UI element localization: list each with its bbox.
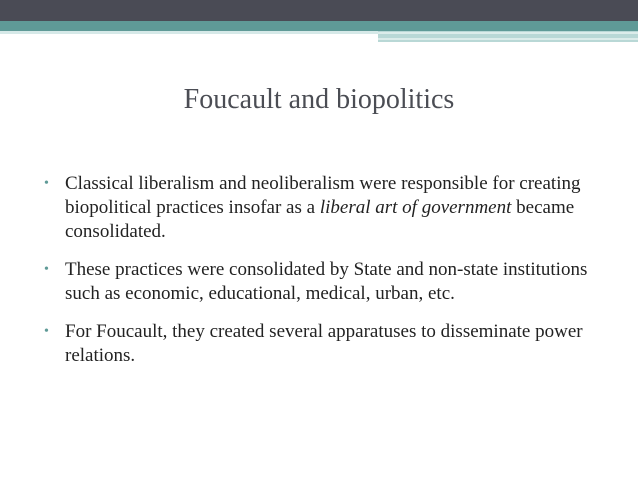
bullet-text (65, 173, 580, 242)
bullet-text-italic: liberal art of government (319, 197, 512, 218)
header-banner-teal (0, 21, 638, 31)
bullet-item (44, 320, 614, 368)
bullet-icon: • (44, 262, 49, 277)
header-banner-dark (0, 0, 638, 21)
bullet-icon: • (44, 324, 49, 339)
bullet-text: These practices were consolidated by State and non-state institutions such as economic, educational, medical, urban, etc. (65, 259, 588, 304)
bullet-item (44, 258, 614, 306)
header-banner-light-left (0, 31, 378, 34)
header-banner-lines (378, 31, 638, 42)
bullet-text-part: Classical liberalism and neoliberalism were responsible for creating biopolitical practices insofar as a (65, 173, 581, 218)
bullet-item (44, 172, 614, 244)
bullet-icon: • (44, 176, 49, 191)
bullet-list (44, 172, 614, 382)
bullet-text-part: became consolidated. (65, 197, 575, 242)
bullet-text: For Foucault, they created several apparatuses to disseminate power relations. (65, 321, 583, 366)
slide-title: Foucault and biopolitics (183, 84, 455, 115)
